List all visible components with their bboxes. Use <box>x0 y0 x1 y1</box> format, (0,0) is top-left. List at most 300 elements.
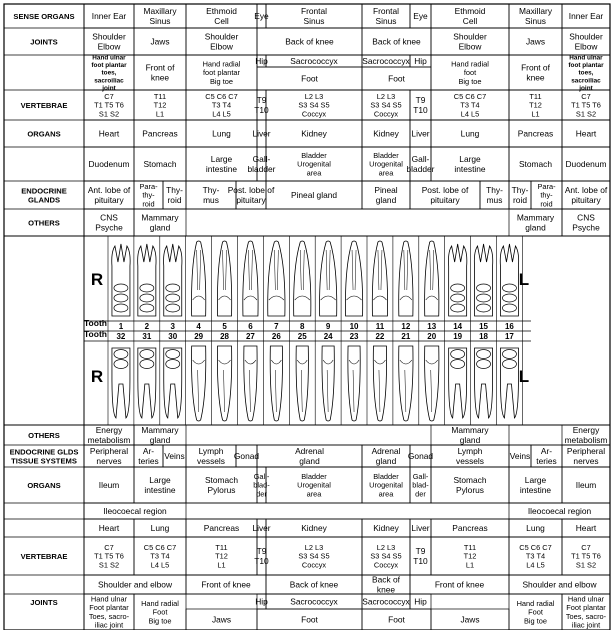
cell-text: T3 T4 <box>150 551 170 561</box>
cell-text: Stomach <box>143 158 177 169</box>
cell-text: Shoulder <box>569 31 603 42</box>
cell-text: T1 T5 T6 <box>571 100 601 110</box>
cell-text: gland <box>375 194 397 205</box>
cell-text: Maxillary <box>143 6 177 17</box>
tooth-number: 17 <box>504 332 514 341</box>
cell-text: pituitary <box>430 194 460 205</box>
cusp-outline <box>477 284 491 292</box>
cell-text: Sacrococcyx <box>362 596 410 607</box>
cell-text: Bladder <box>301 150 327 160</box>
cell-text: metabolism <box>87 434 131 445</box>
row-label: JOINTS <box>30 37 58 47</box>
cell-text: area <box>378 489 394 499</box>
cell-text: Sacrococcyx <box>290 55 338 66</box>
cell-text: CNS <box>577 212 595 223</box>
cell-text: teries <box>138 455 159 466</box>
cell-text: Heart <box>575 128 597 139</box>
cell-text: foot plantar <box>91 62 127 70</box>
cell-text: Psyche <box>95 222 123 233</box>
cusp-outline <box>502 304 516 312</box>
cell-text: foot plantar <box>568 62 604 70</box>
tooth-outline <box>425 241 439 316</box>
crown-line <box>373 296 386 300</box>
cell-text: Mammary <box>141 212 179 223</box>
cell-text: pituitary <box>571 194 601 205</box>
root-canal <box>223 250 227 290</box>
cell-text: Sinus <box>375 15 397 26</box>
cell-text: Ethmoid <box>206 6 237 17</box>
tooth-number: 28 <box>220 332 230 341</box>
tooth-number: 19 <box>453 332 463 341</box>
cell-text: Energy <box>572 425 600 436</box>
cell-text: T10 <box>413 555 428 566</box>
cell-text: blad- <box>253 480 270 490</box>
cell-text: roid <box>167 194 182 205</box>
cell-text: Ar- <box>142 446 155 457</box>
row-label: OTHERS <box>28 218 60 228</box>
cell-text: area <box>378 168 394 178</box>
cell-text: T12 <box>463 551 477 561</box>
tooth-number: 2 <box>144 322 150 331</box>
cell-text: Hand radial <box>516 598 555 608</box>
cell-text: Cell <box>214 15 229 26</box>
row-label: TISSUE SYSTEMS <box>11 456 77 466</box>
crown-line <box>245 360 256 364</box>
cell-text: Stomach <box>453 475 487 486</box>
cell-text: Coccyx <box>301 109 327 119</box>
cell-text: foot <box>463 68 477 78</box>
cell-text: Mammary <box>451 425 489 436</box>
tooth-number: 7 <box>274 322 279 331</box>
crown-line <box>219 360 231 364</box>
cell-text: Bladder <box>373 471 399 481</box>
cell-text: vessels <box>456 455 484 466</box>
cell-text: Pancreas <box>517 128 554 139</box>
row-label: OTHERS <box>28 431 60 440</box>
cell-text: Bladder <box>373 150 399 160</box>
cell-text: Peripheral <box>566 446 606 457</box>
cell-text: Frontal <box>372 6 400 17</box>
cell-text: Coccyx <box>373 109 399 119</box>
cell-text: S1 S2 <box>98 560 120 570</box>
cell-text: Stomach <box>204 475 239 486</box>
root-canal <box>301 370 302 412</box>
molar-outline <box>112 244 130 316</box>
cell-text: Jaws <box>525 36 546 47</box>
cell-text: Foot <box>528 607 543 617</box>
cusp-outline <box>114 284 128 292</box>
molar-outline <box>138 244 156 316</box>
crown-line <box>426 360 438 364</box>
cusp-outline <box>166 294 180 302</box>
cell-text: Heart <box>98 522 120 533</box>
cell-text: Pancreas <box>452 522 488 533</box>
tooth-outline <box>345 241 362 316</box>
cell-text: Lymph <box>198 446 224 457</box>
cell-text: T3 T4 <box>460 100 480 110</box>
cell-text: Sinus <box>303 15 325 26</box>
cell-text: L2 L3 <box>376 91 396 101</box>
cell-text: Lymph <box>457 446 483 457</box>
cell-text: Shoulder and elbow <box>522 579 597 590</box>
cell-text: toes, <box>101 69 117 77</box>
cell-text: Shoulder <box>453 31 487 42</box>
root-canal <box>274 250 278 290</box>
molar-outline <box>474 244 492 316</box>
cusp-outline <box>502 294 516 302</box>
cell-text: Para- <box>139 181 158 191</box>
cell-text: iliac joint <box>94 620 124 630</box>
cell-text: Toes, sacro- <box>88 611 130 621</box>
cell-text: nerves <box>573 455 599 466</box>
cell-text: der <box>256 489 267 499</box>
cell-text: Mammary <box>141 425 179 436</box>
tooth-outline <box>372 241 387 316</box>
cell-text: Lung <box>150 522 170 533</box>
cell-text: S1 S2 <box>98 109 120 119</box>
cusp-outline <box>166 304 180 312</box>
cell-text: Eye <box>254 10 269 21</box>
cell-text: Kidney <box>301 522 327 533</box>
root-canal <box>275 370 276 412</box>
cell-text: roid <box>513 194 527 205</box>
cell-text: Elbow <box>574 41 598 52</box>
cell-text: Toes, sacro- <box>565 611 607 621</box>
root-canal <box>248 250 252 290</box>
cell-text: intestine <box>519 484 552 495</box>
tooth-number: 30 <box>168 332 178 341</box>
cell-text: Hip <box>255 596 268 607</box>
cell-text: Thy- <box>486 185 503 196</box>
cusp-outline <box>140 350 154 359</box>
crown-line <box>193 296 205 300</box>
cell-text: gland <box>149 222 171 233</box>
tooth-numbers <box>84 318 514 341</box>
cell-text: pituitary <box>94 194 124 205</box>
molar-outline <box>500 244 518 316</box>
tooth-number: 3 <box>170 322 175 331</box>
cell-text: Adrenal <box>371 446 401 457</box>
cell-text: T9 <box>256 546 267 557</box>
cell-text: T12 <box>153 100 167 110</box>
tooth-outline <box>243 241 258 316</box>
cell-text: C5 C6 C7 <box>453 91 487 101</box>
cusp-outline <box>502 284 516 292</box>
cell-text: Hip <box>255 55 268 66</box>
cell-text: C7 <box>581 91 591 101</box>
cell-text: S3 S4 S5 <box>370 100 402 110</box>
tooth-label-lower: Tooth <box>84 329 107 339</box>
cusp-outline <box>140 360 154 369</box>
cell-text: Sinus <box>149 15 171 26</box>
cell-text: Foot <box>301 614 318 625</box>
cell-text: L2 L3 <box>376 542 396 552</box>
tooth-outline <box>294 241 311 316</box>
tooth-number: 32 <box>116 332 126 341</box>
cell-text: pituitary <box>236 194 266 205</box>
cusp-outline <box>502 360 516 369</box>
side-right-marker-lower: R <box>90 367 104 386</box>
crown-line <box>426 296 438 300</box>
cusp-outline <box>166 360 180 369</box>
cell-text: foot plantar <box>203 68 240 78</box>
tooth-number: 15 <box>479 322 489 331</box>
cell-text: bladder <box>406 163 435 174</box>
cell-text: Big toe <box>148 616 172 626</box>
crown-line <box>269 296 284 300</box>
cell-text: Big toe <box>458 76 482 86</box>
cell-text: sacroiliac <box>571 77 601 85</box>
cell-text: Foot <box>388 73 405 84</box>
cell-text: Back of knee <box>372 36 421 47</box>
cell-text: Shoulder <box>204 31 239 42</box>
cell-text: Foot <box>388 614 405 625</box>
cell-text: T12 <box>215 551 228 561</box>
cusp-outline <box>140 294 154 302</box>
cell-text: Big toe <box>209 76 234 86</box>
cell-text: Heart <box>98 128 120 139</box>
tooth-number: 10 <box>349 322 359 331</box>
cell-text: S3 S4 S5 <box>298 551 330 561</box>
cell-text: Liver <box>411 128 430 139</box>
cusp-outline <box>451 350 465 359</box>
cell-text: Foot plantar <box>89 603 129 613</box>
root-canal <box>249 370 250 412</box>
crown-line <box>347 296 362 300</box>
cell-text: Lung <box>460 128 480 139</box>
cell-text: gland <box>299 455 320 466</box>
row-label: GLANDS <box>27 195 61 205</box>
cell-text: Frontal <box>300 6 328 17</box>
cell-text: Back of <box>372 574 400 585</box>
cell-text: L2 L3 <box>304 91 324 101</box>
cell-text: Thy- <box>202 185 220 196</box>
cell-text: bladder <box>247 163 276 174</box>
crown-line <box>374 360 385 364</box>
cell-text: Hand ulnar <box>567 594 605 604</box>
cell-text: Ileocoecal region <box>103 505 167 516</box>
cell-text: T9 <box>415 95 426 106</box>
cell-text: Urogenital <box>297 159 331 169</box>
cusp-outline <box>451 284 465 292</box>
cell-text: Elbow <box>210 41 233 52</box>
cell-text: joint <box>579 85 593 93</box>
cell-text: Ileum <box>575 479 597 490</box>
root-canal <box>197 250 201 290</box>
cell-text: Pylorus <box>456 484 484 495</box>
cell-text: Ethmoid <box>454 6 486 17</box>
tooth-number: 14 <box>453 322 463 331</box>
root-canal <box>326 250 330 290</box>
root-canal <box>353 370 354 412</box>
root-canal <box>405 370 406 412</box>
cell-text: Front of knee <box>434 579 485 590</box>
row-label: ENDOCRINE <box>21 186 67 196</box>
cell-text: T1 T5 T6 <box>94 100 124 110</box>
cell-text: T11 <box>463 542 477 552</box>
cell-text: Ar- <box>540 446 553 457</box>
tooth-outline <box>399 241 413 316</box>
root-canal <box>198 370 199 412</box>
cell-text: Post. lobe of <box>227 185 275 196</box>
cell-text: Gall- <box>411 154 430 165</box>
cell-text: Ant. lobe of <box>564 185 608 196</box>
tooth-number: 5 <box>222 322 227 331</box>
cell-text: Gonad <box>233 450 260 461</box>
cell-text: C7 <box>104 91 114 101</box>
cusp-outline <box>114 350 128 359</box>
cell-text: T12 <box>529 100 542 110</box>
cell-text: Shoulder <box>92 31 126 42</box>
cell-text: L2 L3 <box>304 542 324 552</box>
cell-text: L4 L5 <box>526 560 545 570</box>
crown-line <box>349 360 359 364</box>
cell-text: Cell <box>462 15 478 26</box>
cell-text: Urogenital <box>369 480 403 490</box>
cell-text: Gall- <box>412 471 429 481</box>
cell-text: Lung <box>212 128 231 139</box>
cell-text: L1 <box>155 109 165 119</box>
side-markers <box>91 270 529 386</box>
cell-text: Foot plantar <box>566 603 606 613</box>
root-canal <box>430 250 434 290</box>
cell-text: T10 <box>413 104 428 115</box>
cell-text: T9 <box>415 546 426 557</box>
cell-text: mus <box>486 194 503 205</box>
crown-line <box>193 360 205 364</box>
tooth-number: 20 <box>427 332 437 341</box>
cusp-outline <box>140 304 154 312</box>
cell-text: Stomach <box>518 158 553 169</box>
cell-text: Bladder <box>301 471 327 481</box>
cell-text: intestine <box>144 484 176 495</box>
tooth-number: 26 <box>271 332 281 341</box>
cell-text: C7 <box>104 542 114 552</box>
cell-text: iliac joint <box>571 620 601 630</box>
cusp-outline <box>451 360 465 369</box>
cusp-outline <box>166 284 180 292</box>
cell-text: Coccyx <box>373 560 399 570</box>
tooth-number: 6 <box>248 322 253 331</box>
tooth-number: 8 <box>300 322 305 331</box>
cell-text: Jaws <box>211 614 232 625</box>
cell-text: Large <box>210 154 233 165</box>
crown-line <box>321 296 336 300</box>
cell-text: vessels <box>197 455 225 466</box>
cell-text: Energy <box>95 425 123 436</box>
cell-text: gland <box>375 455 397 466</box>
row-labels <box>10 12 79 607</box>
cell-text: Gonad <box>407 450 434 461</box>
cell-text: Hand ulnar <box>90 594 128 604</box>
cell-text: Foot <box>152 607 168 617</box>
cell-text: T1 T5 T6 <box>571 551 601 561</box>
cell-text: Heart <box>575 522 597 533</box>
crown-line <box>400 360 412 364</box>
cell-text: S3 S4 S5 <box>298 100 330 110</box>
row-label: ORGANS <box>27 481 61 490</box>
cusp-outline <box>114 294 128 302</box>
table-cells <box>88 6 608 630</box>
cusp-outline <box>140 284 154 292</box>
cell-text: Kidney <box>301 128 327 139</box>
cusp-outline <box>114 360 128 369</box>
cell-text: L1 <box>465 560 475 570</box>
cell-text: knee <box>150 72 170 83</box>
cell-text: L1 <box>217 560 226 570</box>
cell-text: Lung <box>526 522 545 533</box>
cell-text: Psyche <box>572 222 600 233</box>
cell-text: Big toe <box>523 616 548 626</box>
cell-text: Hand radial <box>202 59 241 69</box>
cell-text: T3 T4 <box>525 551 546 561</box>
cell-text: gland <box>525 222 546 233</box>
cell-text: knee <box>526 72 545 83</box>
cell-text: toes, <box>578 69 594 77</box>
cell-text: T3 T4 <box>211 100 232 110</box>
cell-text: Adrenal <box>295 446 324 457</box>
cusp-outline <box>166 350 180 359</box>
cell-text: Hip <box>414 596 427 607</box>
tooth-number: 22 <box>375 332 385 341</box>
cell-text: nerves <box>96 455 122 466</box>
root-canal <box>404 250 408 290</box>
cell-text: intestine <box>205 163 238 174</box>
cusp-outline <box>477 350 491 359</box>
cell-text: Ileocoecal region <box>527 505 592 516</box>
row-label: ORGANS <box>27 129 61 139</box>
cell-text: Elbow <box>458 41 482 52</box>
cell-text: Duodenum <box>565 158 607 169</box>
cell-text: Sinus <box>525 15 546 26</box>
cell-text: Back of knee <box>285 36 334 47</box>
crown-line <box>400 296 412 300</box>
cell-text: Gall- <box>252 154 271 165</box>
cell-text: Inner Ear <box>91 10 127 21</box>
cusp-outline <box>477 304 491 312</box>
cell-text: der <box>415 489 426 499</box>
cell-text: joint <box>102 85 116 93</box>
cell-text: Front of <box>145 62 175 73</box>
cell-text: thy- <box>142 190 155 200</box>
cell-text: Gall- <box>253 471 270 481</box>
tooth-outline <box>192 241 206 316</box>
cell-text: Mammary <box>516 212 555 223</box>
cell-text: T9 <box>256 95 267 106</box>
cell-text: Hand ulnar <box>569 54 603 62</box>
cell-text: Kidney <box>373 128 399 139</box>
cell-text: T1 T5 T6 <box>94 551 124 561</box>
cell-text: Hip <box>414 55 427 66</box>
cell-text: Liver <box>411 522 430 533</box>
molar-outline <box>448 244 466 316</box>
tooth-outline <box>217 241 231 316</box>
cell-text: C7 <box>581 542 591 552</box>
crown-line <box>271 360 281 364</box>
cell-text: Thy- <box>511 185 529 196</box>
cell-text: S1 S2 <box>575 560 597 570</box>
tooth-label-upper: Tooth <box>84 318 107 328</box>
cell-text: C5 C6 C7 <box>143 542 177 552</box>
molar-outline <box>164 244 182 316</box>
tooth-number: 25 <box>297 332 307 341</box>
cusp-outline <box>477 360 491 369</box>
cell-text: Jaws <box>150 36 170 47</box>
cell-text: T10 <box>254 555 269 566</box>
cell-text: L1 <box>531 109 540 119</box>
cell-text: Sacrococcyx <box>290 596 338 607</box>
cell-text: Para- <box>537 181 556 191</box>
